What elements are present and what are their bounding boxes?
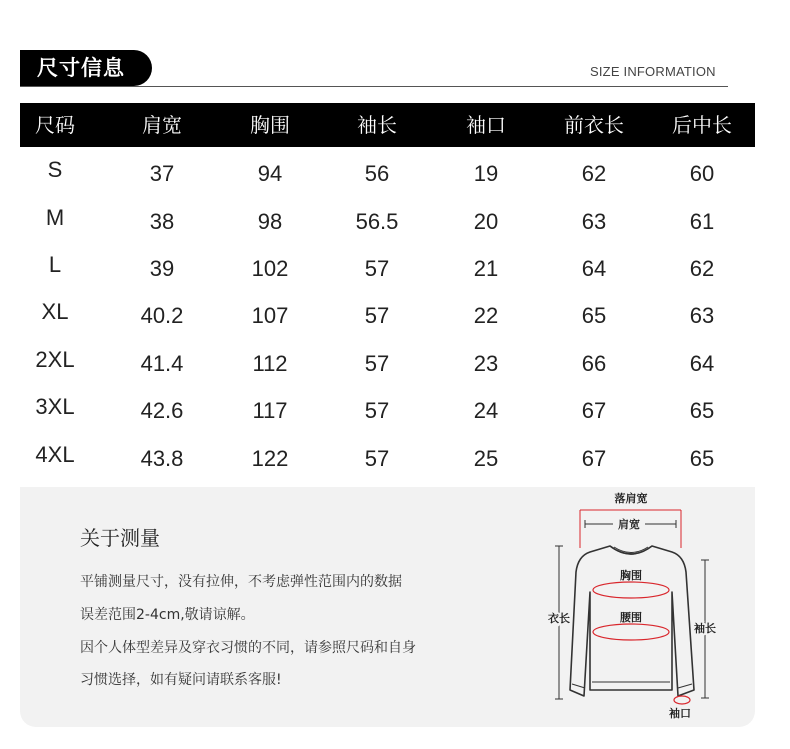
diagram-label-length: 衣长 xyxy=(548,612,570,625)
table-cell: 67 xyxy=(581,446,607,471)
table-cell: 57 xyxy=(364,303,390,328)
table-cell: 63 xyxy=(689,303,715,328)
table-cell: 56.5 xyxy=(355,209,399,234)
diagram-label-shoulder: 肩宽 xyxy=(618,518,640,531)
table-cell: 65 xyxy=(689,398,715,423)
section-subtitle: SIZE INFORMATION xyxy=(590,64,716,79)
table-row xyxy=(20,433,755,480)
table-cell: L xyxy=(48,252,62,277)
table-cell: 122 xyxy=(251,446,289,471)
table-cell: 102 xyxy=(251,256,289,281)
table-cell: 64 xyxy=(581,256,607,281)
about-measurement-title: 关于测量 xyxy=(80,526,160,550)
size-table-header xyxy=(20,103,755,147)
header-divider xyxy=(20,86,728,87)
column-header-front-length: 前衣长 xyxy=(564,113,624,137)
table-cell: 56 xyxy=(364,161,390,186)
column-header-sleeve-length: 袖长 xyxy=(357,113,397,137)
table-cell: 57 xyxy=(364,398,390,423)
table-cell: 21 xyxy=(473,256,499,281)
about-text-line: 因个人体型差异及穿衣习惯的不同，请参照尺码和自身 xyxy=(80,640,416,656)
about-text-line: 误差范围2-4cm,敬请谅解。 xyxy=(80,607,255,623)
column-header-chest: 胸围 xyxy=(250,113,290,137)
table-cell: 38 xyxy=(149,209,175,234)
table-cell: 98 xyxy=(257,209,283,234)
sweater-outline-icon xyxy=(540,487,730,727)
table-cell: 64 xyxy=(689,351,715,376)
table-cell: 57 xyxy=(364,446,390,471)
table-cell: 42.6 xyxy=(140,398,184,423)
table-cell: 37 xyxy=(149,161,175,186)
table-cell: 61 xyxy=(689,209,715,234)
table-cell: 63 xyxy=(581,209,607,234)
table-cell: 62 xyxy=(581,161,607,186)
table-cell: 66 xyxy=(581,351,607,376)
table-cell: 65 xyxy=(581,303,607,328)
column-header-shoulder: 肩宽 xyxy=(142,113,182,137)
table-row xyxy=(20,243,755,290)
column-header-cuff: 袖口 xyxy=(466,113,506,137)
table-cell: 23 xyxy=(473,351,499,376)
table-cell: 2XL xyxy=(35,347,75,372)
table-cell: 4XL xyxy=(35,442,75,467)
table-cell: 19 xyxy=(473,161,499,186)
table-cell: S xyxy=(47,157,63,182)
table-cell: 107 xyxy=(251,303,289,328)
diagram-label-waist: 腰围 xyxy=(620,611,642,624)
table-cell: 94 xyxy=(257,161,283,186)
table-cell: 65 xyxy=(689,446,715,471)
diagram-label-chest: 胸围 xyxy=(620,569,642,582)
table-cell: 67 xyxy=(581,398,607,423)
table-cell: 25 xyxy=(473,446,499,471)
table-cell: 57 xyxy=(364,351,390,376)
table-row xyxy=(20,338,755,385)
table-cell: 57 xyxy=(364,256,390,281)
section-title: 尺寸信息 xyxy=(37,56,125,80)
table-row xyxy=(20,196,755,243)
about-text-line: 习惯选择，如有疑问请联系客服! xyxy=(80,672,282,688)
table-row xyxy=(20,385,755,432)
table-row xyxy=(20,148,755,195)
table-cell: M xyxy=(45,205,65,230)
table-cell: XL xyxy=(41,299,69,324)
table-cell: 24 xyxy=(473,398,499,423)
column-header-size: 尺码 xyxy=(35,113,75,137)
table-cell: 112 xyxy=(252,351,288,376)
table-cell: 3XL xyxy=(35,394,75,419)
table-cell: 60 xyxy=(689,161,715,186)
table-cell: 117 xyxy=(252,398,288,423)
diagram-label-sleeve-length: 袖长 xyxy=(694,622,716,635)
diagram-label-drop-shoulder: 落肩宽 xyxy=(614,492,648,505)
table-cell: 20 xyxy=(473,209,499,234)
column-header-back-length: 后中长 xyxy=(672,113,732,137)
table-cell: 40.2 xyxy=(140,303,184,328)
table-cell: 43.8 xyxy=(140,446,184,471)
table-cell: 62 xyxy=(689,256,715,281)
diagram-label-cuff: 袖口 xyxy=(669,707,691,720)
about-text-line: 平铺测量尺寸，没有拉伸，不考虑弹性范围内的数据 xyxy=(80,574,402,590)
table-cell: 22 xyxy=(473,303,499,328)
table-cell: 41.4 xyxy=(140,351,184,376)
table-row xyxy=(20,290,755,337)
table-cell: 39 xyxy=(149,256,175,281)
